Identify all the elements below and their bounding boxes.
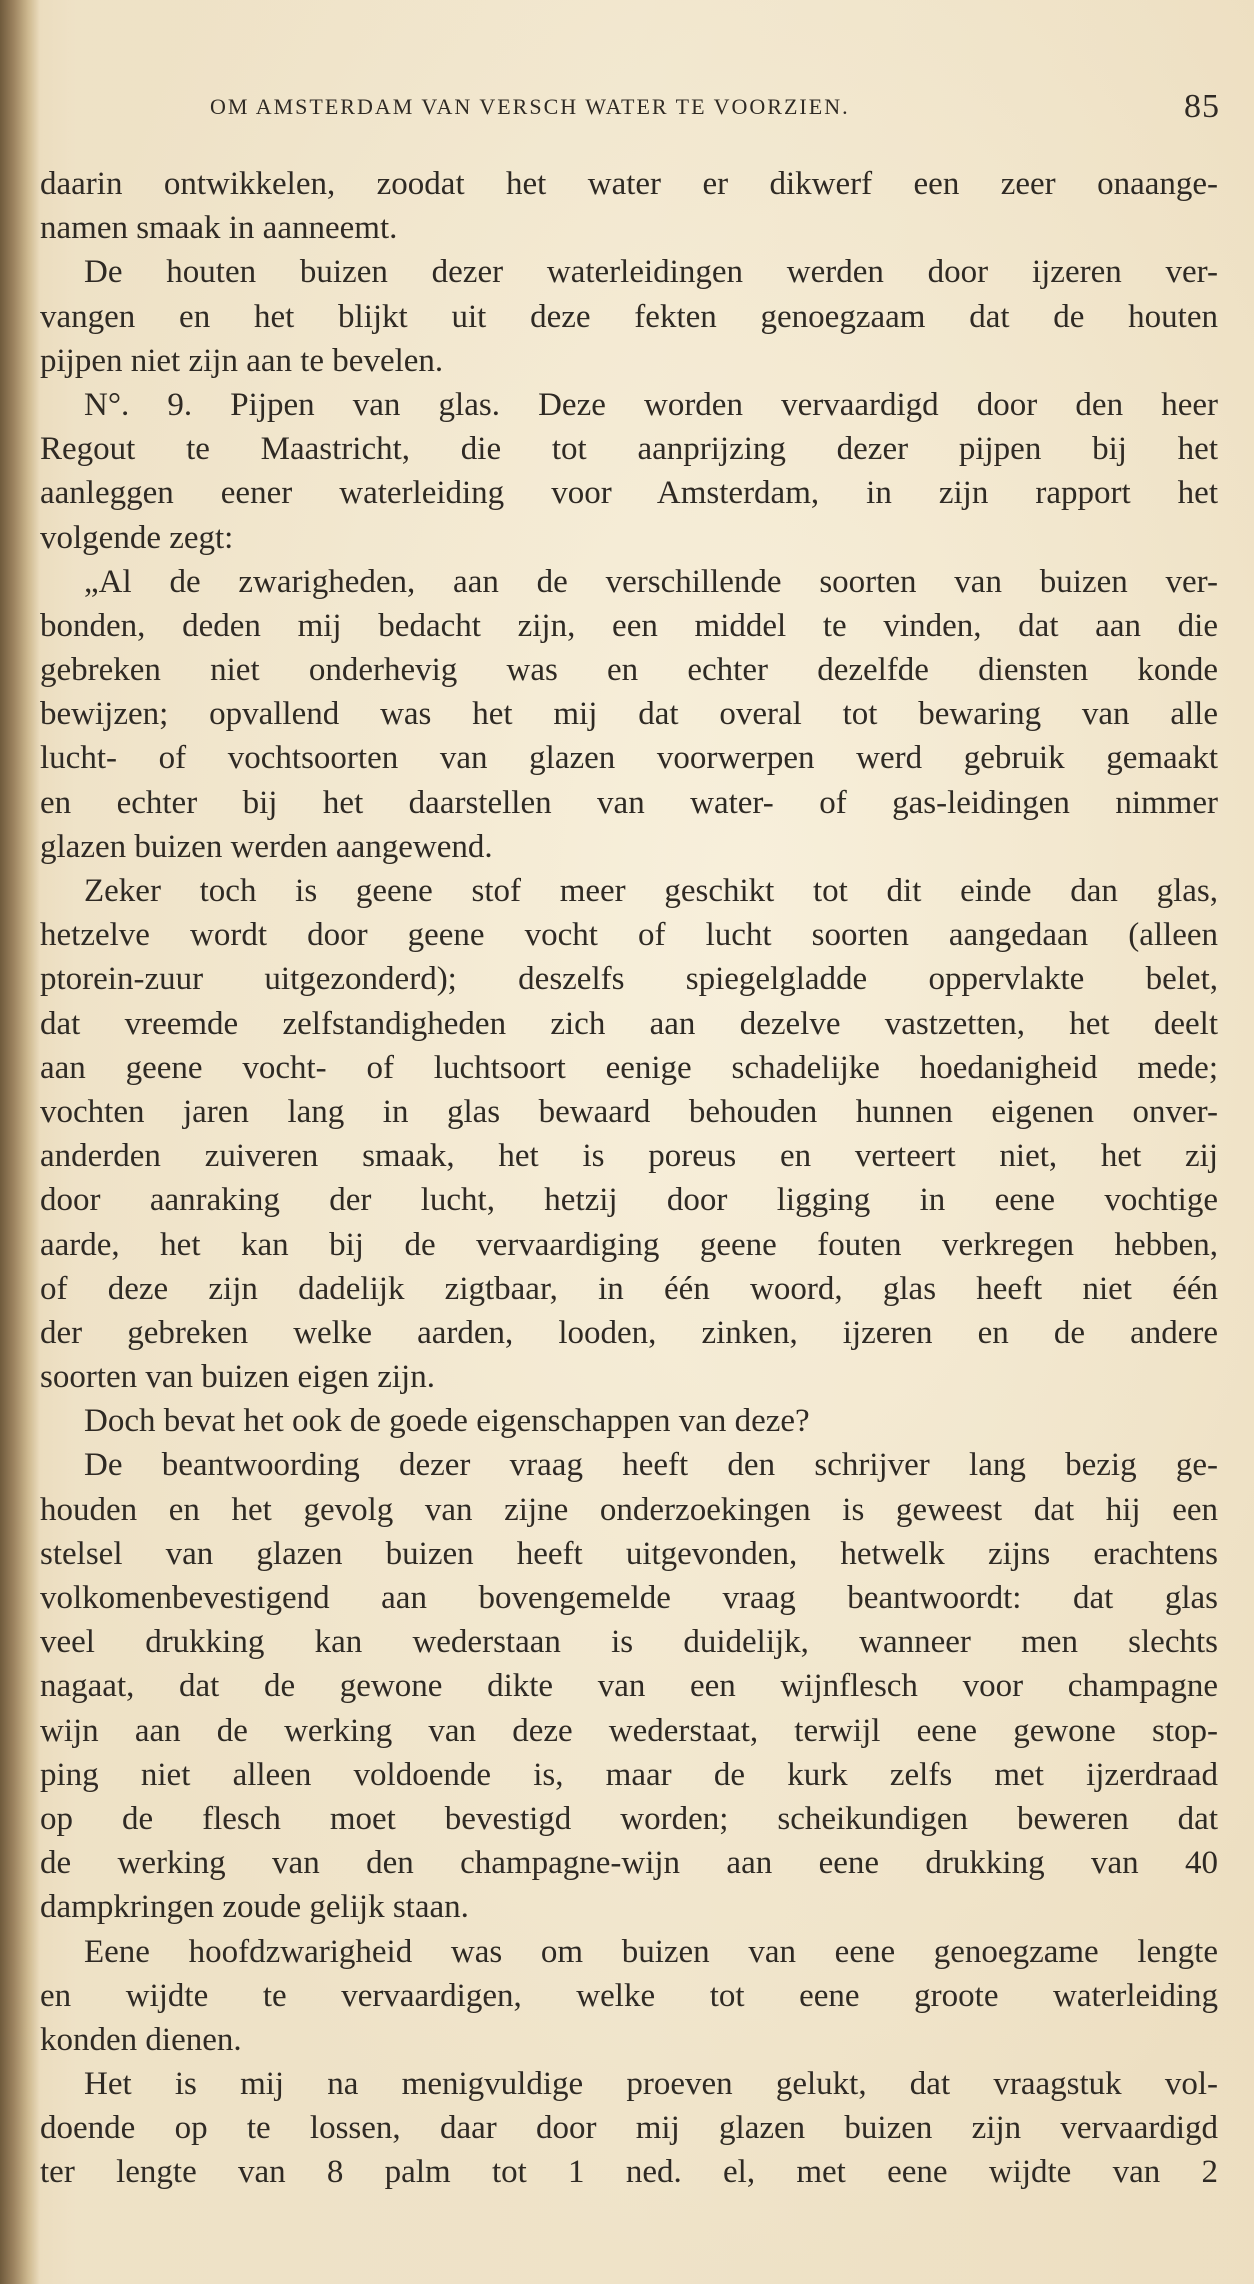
- text-line: op de flesch moet bevestigd worden; scheikundigen beweren dat: [40, 1800, 1218, 1837]
- text-line: soorten van buizen eigen zijn.: [40, 1359, 435, 1396]
- body-text: [40, 162, 1218, 2195]
- text-line: glazen buizen werden aangewend.: [40, 828, 493, 865]
- text-line: N°. 9. Pijpen van glas. Deze worden vervaardigd door den heer: [84, 386, 1218, 423]
- text-line: volkomenbevestigend aan bovengemelde vraag beantwoordt: dat glas: [40, 1580, 1218, 1616]
- text-line: Zeker toch is geene stof meer geschikt tot dit einde dan glas,: [84, 873, 1218, 909]
- text-line: of deze zijn dadelijk zigtbaar, in één woord, glas heeft niet één: [40, 1270, 1218, 1307]
- text-line: ping niet alleen voldoende is, maar de kurk zelfs met ijzerdraad: [40, 1756, 1218, 1793]
- text-line: veel drukking kan wederstaan is duidelijk, wanneer men slechts: [40, 1624, 1218, 1661]
- text-line: hetzelve wordt door geene vocht of lucht soorten aangedaan (alleen: [40, 917, 1218, 954]
- text-line: bewijzen; opvallend was het mij dat overal tot bewaring van alle: [40, 696, 1218, 733]
- text-line: doende op te lossen, daar door mij glazen buizen zijn vervaardigd: [40, 2110, 1218, 2147]
- text-line: gebreken niet onderhevig was en echter dezelfde diensten konde: [40, 652, 1218, 689]
- text-line: daarin ontwikkelen, zoodat het water er dikwerf een zeer onaange-: [40, 166, 1218, 202]
- text-line: door aanraking der lucht, hetzij door ligging in eene vochtige: [40, 1182, 1218, 1219]
- text-line: De beantwoording dezer vraag heeft den schrijver lang bezig ge-: [84, 1447, 1218, 1484]
- text-line: namen smaak in aanneemt.: [40, 210, 398, 247]
- text-line: volgende zegt:: [40, 519, 234, 556]
- text-line: „Al de zwarigheden, aan de verschillende soorten van buizen ver-: [84, 563, 1218, 600]
- text-line: en echter bij het daarstellen van water- of gas-leidingen nimmer: [40, 784, 1218, 821]
- text-line: ptorein-zuur uitgezonderd); deszelfs spiegelgladde oppervlakte belet,: [40, 961, 1218, 998]
- text-line: ter lengte van 8 palm tot 1 ned. el, met eene wijdte van 2: [40, 2154, 1218, 2191]
- text-line: vochten jaren lang in glas bewaard behouden hunnen eigenen onver-: [40, 1093, 1218, 1130]
- text-line: en wijdte te vervaardigen, welke tot eene groote waterleiding: [40, 1977, 1218, 2014]
- text-line: Doch bevat het ook de goede eigenschappen van deze?: [84, 1403, 810, 1440]
- text-line: pijpen niet zijn aan te bevelen.: [40, 342, 444, 379]
- text-line: bonden, deden mij bedacht zijn, een middel te vinden, dat aan die: [40, 607, 1218, 644]
- text-line: aarde, het kan bij de vervaardiging geene fouten verkregen hebben,: [40, 1226, 1218, 1263]
- text-line: anderden zuiveren smaak, het is poreus en verteert niet, het zij: [40, 1138, 1218, 1175]
- text-line: der gebreken welke aarden, looden, zinken, ijzeren en de andere: [40, 1314, 1218, 1351]
- text-line: Eene hoofdzwarigheid was om buizen van eene genoegzame lengte: [84, 1933, 1218, 1970]
- text-line: dat vreemde zelfstandigheden zich aan dezelve vastzetten, het deelt: [40, 1005, 1218, 1042]
- text-line: lucht- of vochtsoorten van glazen voorwerpen werd gebruik gemaakt: [40, 740, 1218, 777]
- page-number: 85: [1184, 88, 1220, 125]
- text-line: aan geene vocht- of luchtsoort eenige schadelijke hoedanigheid mede;: [40, 1049, 1218, 1086]
- text-line: Regout te Maastricht, die tot aanprijzing dezer pijpen bij het: [40, 431, 1218, 468]
- text-line: houden en het gevolg van zijne onderzoekingen is geweest dat hij een: [40, 1491, 1218, 1528]
- text-line: aanleggen eener waterleiding voor Amsterdam, in zijn rapport het: [40, 475, 1218, 512]
- text-line: wijn aan de werking van deze wederstaat, terwijl eene gewone stop-: [40, 1712, 1218, 1749]
- text-line: stelsel van glazen buizen heeft uitgevonden, hetwelk zijns erachtens: [40, 1535, 1218, 1572]
- running-head: [40, 88, 1220, 128]
- page-binding-edge: [0, 0, 40, 2284]
- running-head-title: OM AMSTERDAM VAN VERSCH WATER TE VOORZIEN.: [210, 94, 850, 119]
- text-line: De houten buizen dezer waterleidingen werden door ijzeren ver-: [84, 254, 1218, 291]
- text-line: konden dienen.: [40, 2021, 242, 2058]
- text-line: dampkringen zoude gelijk staan.: [40, 1889, 469, 1926]
- text-line: nagaat, dat de gewone dikte van een wijnflesch voor champagne: [40, 1668, 1218, 1705]
- text-line: vangen en het blijkt uit deze fekten genoegzaam dat de houten: [40, 298, 1218, 335]
- text-line: Het is mij na menigvuldige proeven gelukt, dat vraagstuk vol-: [84, 2066, 1218, 2103]
- text-line: de werking van den champagne-wijn aan eene drukking van 40: [40, 1845, 1218, 1882]
